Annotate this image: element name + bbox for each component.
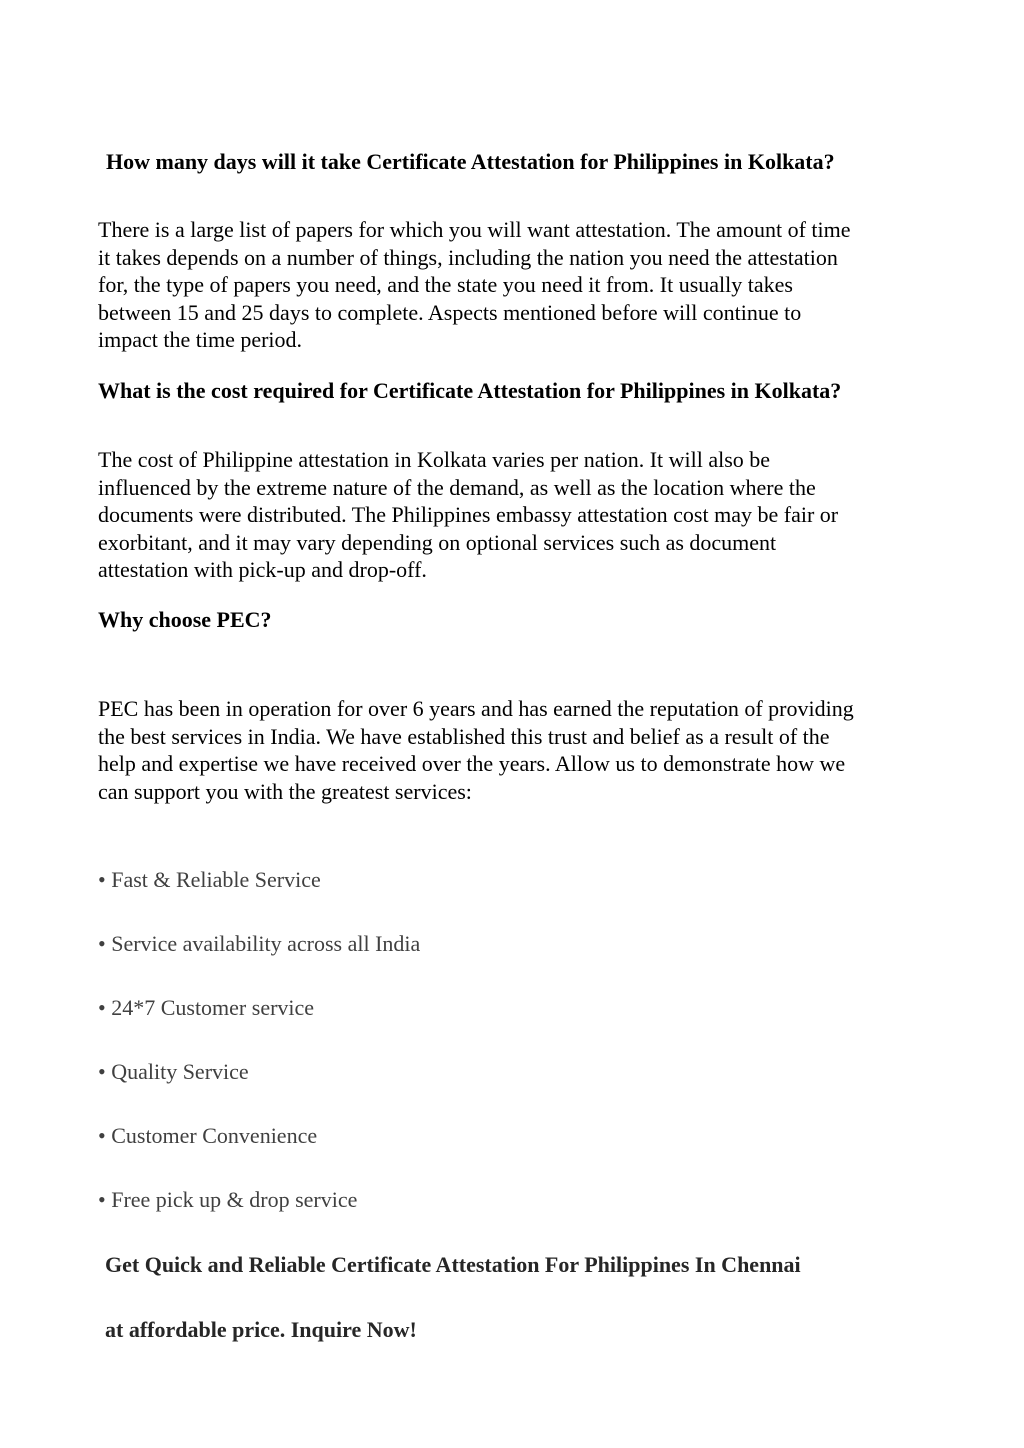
- cta-line-2: at affordable price. Inquire Now!: [105, 1317, 417, 1342]
- paragraph-days-line: impact the time period.: [98, 327, 303, 353]
- paragraph-cost-line: attestation with pick-up and drop-off.: [98, 557, 427, 583]
- paragraph-cost-line: exorbitant, and it may vary depending on optional services such as document: [98, 529, 777, 555]
- heading-cost: What is the cost required for Certificate Attestation for Philippines in Kolkata?: [98, 378, 842, 403]
- paragraph-days-line: for, the type of papers you need, and the state you need it from. It usually takes: [98, 272, 793, 298]
- list-item: • Quality Service: [98, 1059, 249, 1084]
- list-item: • Service availability across all India: [98, 931, 421, 956]
- paragraph-why-line: can support you with the greatest services:: [98, 778, 472, 804]
- list-item: • 24*7 Customer service: [98, 995, 315, 1020]
- list-item: • Customer Convenience: [98, 1123, 318, 1148]
- paragraph-days-line: it takes depends on a number of things, including the nation you need the attestation: [98, 244, 838, 270]
- paragraph-cost-line: documents were distributed. The Philippines embassy attestation cost may be fair or: [98, 502, 839, 528]
- paragraph-days-line: between 15 and 25 days to complete. Aspects mentioned before will continue to: [98, 299, 802, 325]
- list-item: • Fast & Reliable Service: [98, 867, 321, 892]
- paragraph-why: [98, 695, 854, 805]
- paragraph-cost-line: The cost of Philippine attestation in Kolkata varies per nation. It will also be: [98, 447, 771, 472]
- heading-why: Why choose PEC?: [98, 607, 272, 632]
- paragraph-why-line: the best services in India. We have established this trust and belief as a result of the: [98, 723, 830, 749]
- paragraph-days: [98, 216, 851, 354]
- paragraph-why-line: PEC has been in operation for over 6 years and has earned the reputation of providing: [98, 696, 854, 721]
- cta-line-1: Get Quick and Reliable Certificate Attestation For Philippines In Chennai: [105, 1252, 801, 1277]
- list-item: • Free pick up & drop service: [98, 1187, 358, 1212]
- heading-days: How many days will it take Certificate Attestation for Philippines in Kolkata?: [106, 149, 835, 174]
- paragraph-why-line: help and expertise we have received over the years. Allow us to demonstrate how we: [98, 751, 846, 777]
- paragraph-cost: [98, 446, 838, 584]
- paragraph-cost-line: influenced by the extreme nature of the demand, as well as the location where the: [98, 474, 816, 500]
- paragraph-days-line: There is a large list of papers for which you will want attestation. The amount of time: [98, 217, 851, 242]
